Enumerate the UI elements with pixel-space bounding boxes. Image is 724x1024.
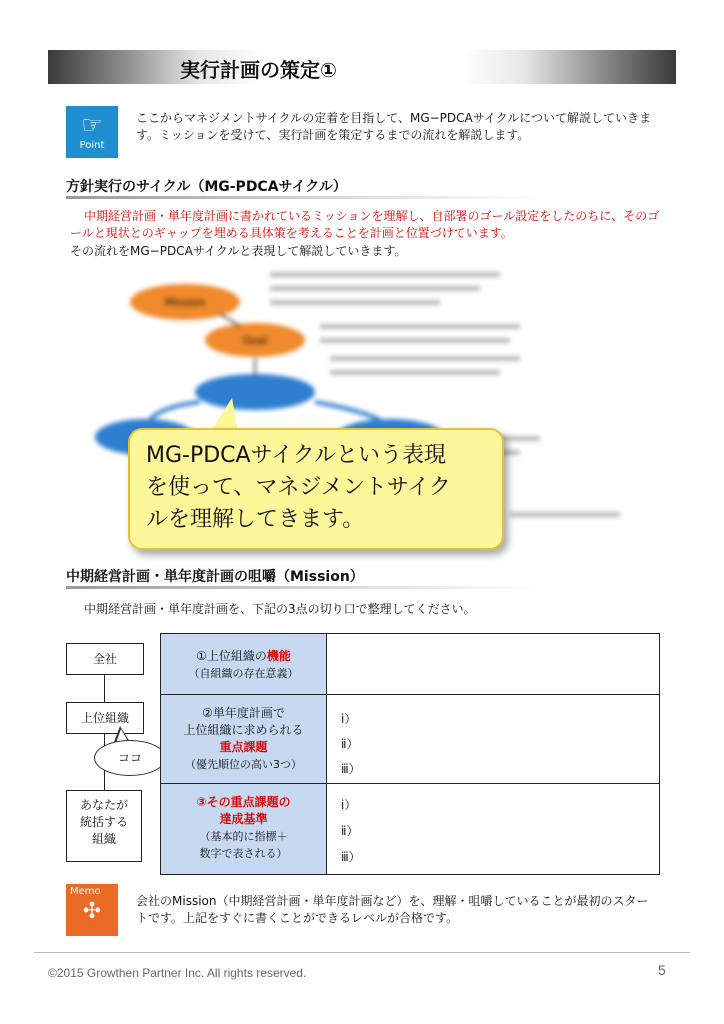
org-company-box: 全社 (66, 643, 144, 675)
section1-heading: 方針実行のサイクル（MG-PDCAサイクル） (66, 179, 347, 195)
pointing-hand-icon: ☞ (81, 111, 103, 139)
row3-item-1: ⅰ） (341, 798, 357, 812)
puzzle-icon: ✣ (82, 899, 102, 924)
table-row-2-label (161, 695, 327, 783)
row2-emph: 重点課題 (219, 740, 268, 754)
table-row-1-label (161, 634, 327, 694)
section1-red-text: 中期経営計画・単年度計画に書かれているミッションを理解し、自部署のゴール設定をしたのちに、そのゴールと現状とのギャップを埋める具体策を考えることを計画と位置づけています。 (70, 209, 660, 240)
table-row-3-label (161, 784, 327, 874)
point-icon-label: Point (79, 140, 105, 151)
callout-line-3: ルを理解してきます。 (146, 507, 365, 532)
callout-line-1: MG-PDCAサイクルという表現 (146, 443, 446, 468)
row3-sub2: 数字で表される） (199, 847, 288, 860)
point-text: ここからマネジメントサイクルの定着を目指して、MG−PDCAサイクルについて解説していきます。ミッションを受けて、実行計画を策定するまでの流れを解説します。 (136, 111, 652, 142)
memo-text: 会社のMission（中期経営計画・単年度計画など）を、理解・咀嚼していることが最初のスタートです。上記をすぐに書くことができるレベルが合格です。 (136, 894, 649, 925)
row2-item-1: ⅰ） (341, 712, 357, 726)
row2-sub: （優先順位の高い3つ） (185, 758, 302, 771)
copyright: ©2015 Growthen Partner Inc. All rights reserved. (48, 966, 307, 980)
row3-emph2: 達成基準 (219, 812, 268, 826)
row3-sub1: （基本的に指標＋ (199, 830, 288, 843)
row1-emph: 機能 (266, 649, 291, 663)
row3-prefix: ③その (196, 795, 231, 809)
row2-item-2: ⅱ） (341, 737, 359, 751)
section1-underline (66, 196, 546, 199)
here-bubble: ココ (94, 740, 166, 776)
row1-sub: （自組織の存在意義） (188, 667, 299, 680)
row3-emph1: 重点課題の (230, 795, 291, 809)
goal-label: Goal (242, 334, 268, 347)
callout-tail (210, 398, 238, 432)
section2-underline (66, 586, 546, 589)
callout-text (146, 440, 491, 536)
row1-prefix: ①上位組織の (196, 649, 267, 663)
section2-heading: 中期経営計画・単年度計画の咀嚼（Mission） (66, 569, 364, 585)
org-yours-box (66, 790, 142, 862)
title-bar (48, 50, 676, 84)
row3-item-2: ⅱ） (341, 824, 359, 838)
mission-table (160, 633, 660, 875)
connector-line (104, 674, 105, 702)
mission-label: Mission (164, 296, 206, 309)
org-yours-line-3: 組織 (91, 832, 116, 846)
row3-item-3: ⅲ） (341, 850, 361, 864)
page-title: 実行計画の策定① (180, 58, 337, 82)
org-yours-line-2: 統括する (79, 815, 128, 829)
footer-divider (34, 952, 690, 953)
point-icon (66, 106, 118, 158)
memo-icon (66, 884, 118, 936)
org-upper-box: 上位組織 (66, 702, 144, 734)
row2-item-3: ⅲ） (341, 762, 361, 776)
callout-line-2: を使って、マネジメントサイク (146, 475, 451, 500)
section2-lead: 中期経営計画・単年度計画を、下記の3点の切り口で整理してください。 (84, 602, 476, 616)
page-number: 5 (658, 962, 666, 978)
memo-icon-label: Memo (70, 886, 101, 897)
row2-line2: 上位組織に求められる (183, 723, 304, 737)
org-yours-line-1: あなたが (79, 798, 128, 812)
row2-line1: ②単年度計画で (202, 706, 285, 720)
section1-text: その流れをMG−PDCAサイクルと表現して解説していきます。 (70, 244, 407, 258)
